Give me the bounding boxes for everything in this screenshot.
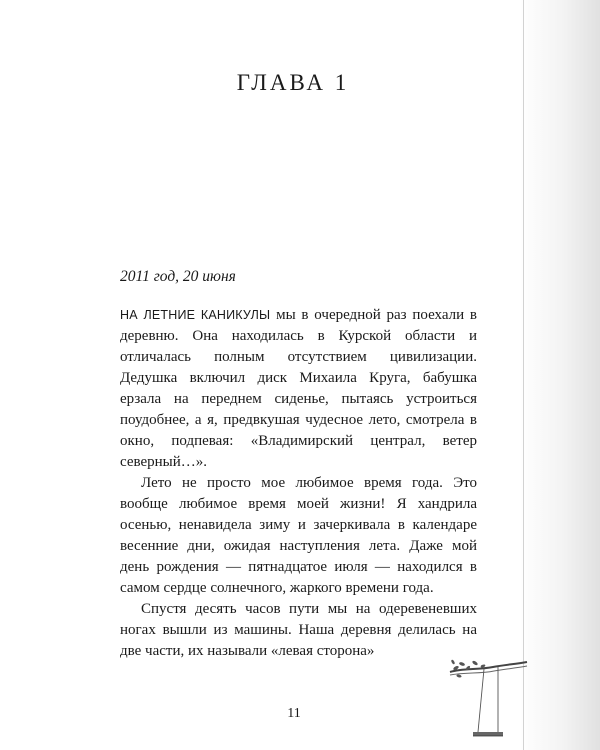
- paragraph-1-text: мы в очередной раз поехали в деревню. Она находилась в Курской области и отличалась полным отсутствием цивилизации. Дедушка включил диск Михаила Круга, бабушка ерзала на переднем сиденье, пытаясь устроиться поудобнее, а я, предвкушая чудесное лето, смотрела в окно, подпевая: «Владимирский централ, ветер северный…».: [120, 307, 477, 470]
- paragraph-3: Спустя десять часов пути мы на одеревеневших ногах вышли из машины. Наша деревня делилась на две части, их называли «левая сторона»: [120, 601, 477, 659]
- chapter-body: [120, 305, 477, 662]
- paragraph-lead-caps: НА ЛЕТНИЕ КАНИКУЛЫ: [120, 308, 271, 322]
- paragraph-2: Лето не просто мое любимое время года. Это вообще любимое время моей жизни! Я хандрила осенью, ненавидела зиму и зачеркивала в календаре весенние дни, ожидая наступления лета. Даже мой день рождения — пятнадцатое июля — находился в самом сердце солнечного, жаркого времени года.: [120, 475, 477, 596]
- page-number: 11: [287, 706, 301, 721]
- tree-swing-icon: [448, 650, 528, 750]
- date-line: 2011 год, 20 июня: [120, 268, 236, 285]
- paragraph-1: [120, 305, 477, 473]
- page-edge-line: [523, 0, 524, 750]
- page-edge-shadow: [520, 0, 600, 750]
- chapter-title: ГЛАВА 1: [236, 70, 350, 95]
